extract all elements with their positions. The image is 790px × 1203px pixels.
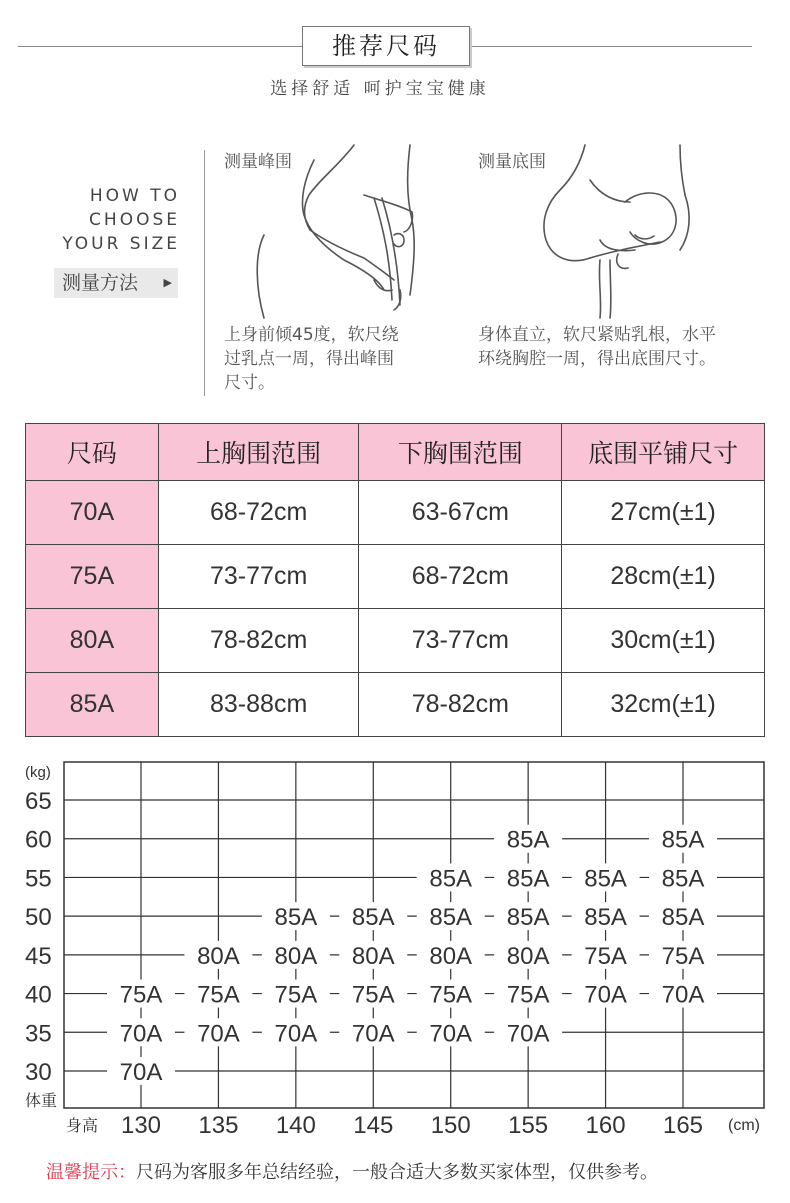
x-tick-label: 150: [430, 1112, 471, 1139]
measure-peak-desc-2: 过乳点一周，得出峰围: [224, 349, 394, 369]
size-cell-label: 70A: [506, 1020, 550, 1048]
size-cell-label: 80A: [351, 942, 395, 970]
x-tick-label: 165: [662, 1112, 704, 1139]
how-to-line-3: YOUR SIZE: [62, 234, 180, 254]
under-bust-cell: 73-77cm: [359, 609, 562, 673]
measure-peak-desc-1: 上身前倾45度，软尺绕: [224, 325, 399, 345]
size-cell-label: 75A: [274, 981, 318, 1009]
x-tick-label: 145: [353, 1112, 394, 1139]
x-tick-label: 155: [508, 1112, 549, 1139]
size-cell-label: 75A: [506, 981, 550, 1009]
size-cell: 80A: [26, 609, 159, 673]
upper-bust-cell: 83-88cm: [158, 673, 359, 737]
size-cell-label: 70A: [351, 1020, 395, 1048]
size-cell-label: 70A: [429, 1020, 473, 1048]
x-tick-label: 140: [275, 1112, 316, 1139]
size-cell-label: 70A: [119, 1020, 163, 1048]
size-cell-label: 75A: [119, 981, 163, 1009]
header-band-flat: 底围平铺尺寸: [562, 424, 765, 481]
y-tick-label: 30: [25, 1059, 52, 1086]
band-flat-cell: 28cm(±1): [562, 545, 765, 609]
measure-base-desc-1: 身体直立，软尺紧贴乳根，水平: [478, 325, 716, 345]
size-cell-label: 75A: [351, 981, 395, 1009]
size-cell-label: 80A: [197, 942, 240, 970]
y-tick-label: 35: [25, 1020, 52, 1048]
size-cell-label: 85A: [351, 904, 395, 932]
band-flat-cell: 30cm(±1): [562, 609, 765, 673]
size-cell-label: 85A: [429, 865, 473, 893]
size-cell-label: 85A: [274, 904, 318, 932]
size-cell-label: 70A: [197, 1020, 240, 1048]
y-tick-label: 65: [25, 788, 52, 815]
size-cell-label: 75A: [429, 981, 473, 1009]
size-cell-label: 75A: [584, 942, 627, 970]
size-cell-label: 80A: [429, 942, 473, 970]
upper-bust-cell: 78-82cm: [158, 609, 359, 673]
size-cell-label: 75A: [197, 981, 240, 1009]
chart-frame: [64, 762, 764, 1108]
y-tick-label: 50: [25, 904, 52, 932]
how-to-line-2: CHOOSE: [89, 210, 180, 230]
x-tick-label: 135: [198, 1112, 239, 1139]
size-cell-label: 70A: [274, 1020, 318, 1048]
size-cell-label: 70A: [119, 1059, 163, 1086]
y-tick-label: 60: [25, 826, 52, 854]
size-cell-label: 80A: [506, 942, 550, 970]
measure-base-desc-2: 环绕胸腔一周，得出底围尺寸。: [478, 349, 716, 369]
band-flat-cell: 27cm(±1): [562, 481, 765, 545]
upper-bust-cell: 68-72cm: [158, 481, 359, 545]
tip-label: 温馨提示：: [46, 1162, 136, 1183]
how-to-line-1: HOW TO: [89, 186, 180, 206]
measure-peak-caption: 测量峰围: [224, 152, 292, 172]
y-axis-label: 体重: [25, 1093, 58, 1110]
header-upper-bust: 上胸围范围: [158, 424, 359, 481]
measure-base-caption: 测量底围: [478, 152, 546, 172]
size-cell: 85A: [26, 673, 159, 737]
header-size: 尺码: [26, 424, 159, 481]
size-cell-label: 70A: [661, 981, 705, 1009]
size-cell-label: 85A: [661, 826, 705, 854]
size-cell-label: 85A: [506, 904, 550, 932]
x-tick-label: 130: [120, 1112, 162, 1139]
size-cell: 70A: [26, 481, 159, 545]
size-cell-label: 85A: [429, 904, 473, 932]
size-cell-label: 85A: [661, 865, 705, 893]
measure-peak-desc-3: 尺寸。: [224, 373, 275, 393]
size-cell-label: 70A: [584, 981, 627, 1009]
size-cell: 75A: [26, 545, 159, 609]
size-cell-label: 85A: [506, 865, 550, 893]
y-tick-label: 40: [25, 981, 52, 1009]
under-bust-cell: 63-67cm: [359, 481, 562, 545]
under-bust-cell: 78-82cm: [359, 673, 562, 737]
under-bust-cell: 68-72cm: [359, 545, 562, 609]
page-title: 推荐尺码: [302, 26, 470, 66]
y-tick-label: 45: [25, 942, 52, 970]
size-cell-label: 85A: [584, 865, 627, 893]
measure-method-label: 测量方法: [62, 272, 139, 294]
play-arrow-icon: ▶: [163, 276, 172, 289]
size-cell-label: 85A: [506, 826, 550, 854]
x-unit-label: (cm): [728, 1117, 760, 1134]
size-cell-label: 75A: [661, 942, 705, 970]
tip-text: 尺码为客服多年总结经验，一般合适大多数买家体型，仅供参考。: [136, 1162, 658, 1183]
band-flat-cell: 32cm(±1): [562, 673, 765, 737]
y-unit-label: (kg): [25, 764, 51, 781]
upper-bust-cell: 73-77cm: [158, 545, 359, 609]
size-cell-label: 80A: [274, 942, 318, 970]
header-under-bust: 下胸围范围: [359, 424, 562, 481]
size-cell-label: 85A: [584, 904, 627, 932]
size-cell-label: 85A: [661, 904, 705, 932]
x-axis-label: 身高: [66, 1118, 99, 1135]
page-subtitle: 选择舒适 呵护宝宝健康: [270, 79, 490, 99]
x-tick-label: 160: [585, 1112, 626, 1139]
y-tick-label: 55: [25, 865, 52, 893]
tip-note: [46, 1158, 658, 1184]
